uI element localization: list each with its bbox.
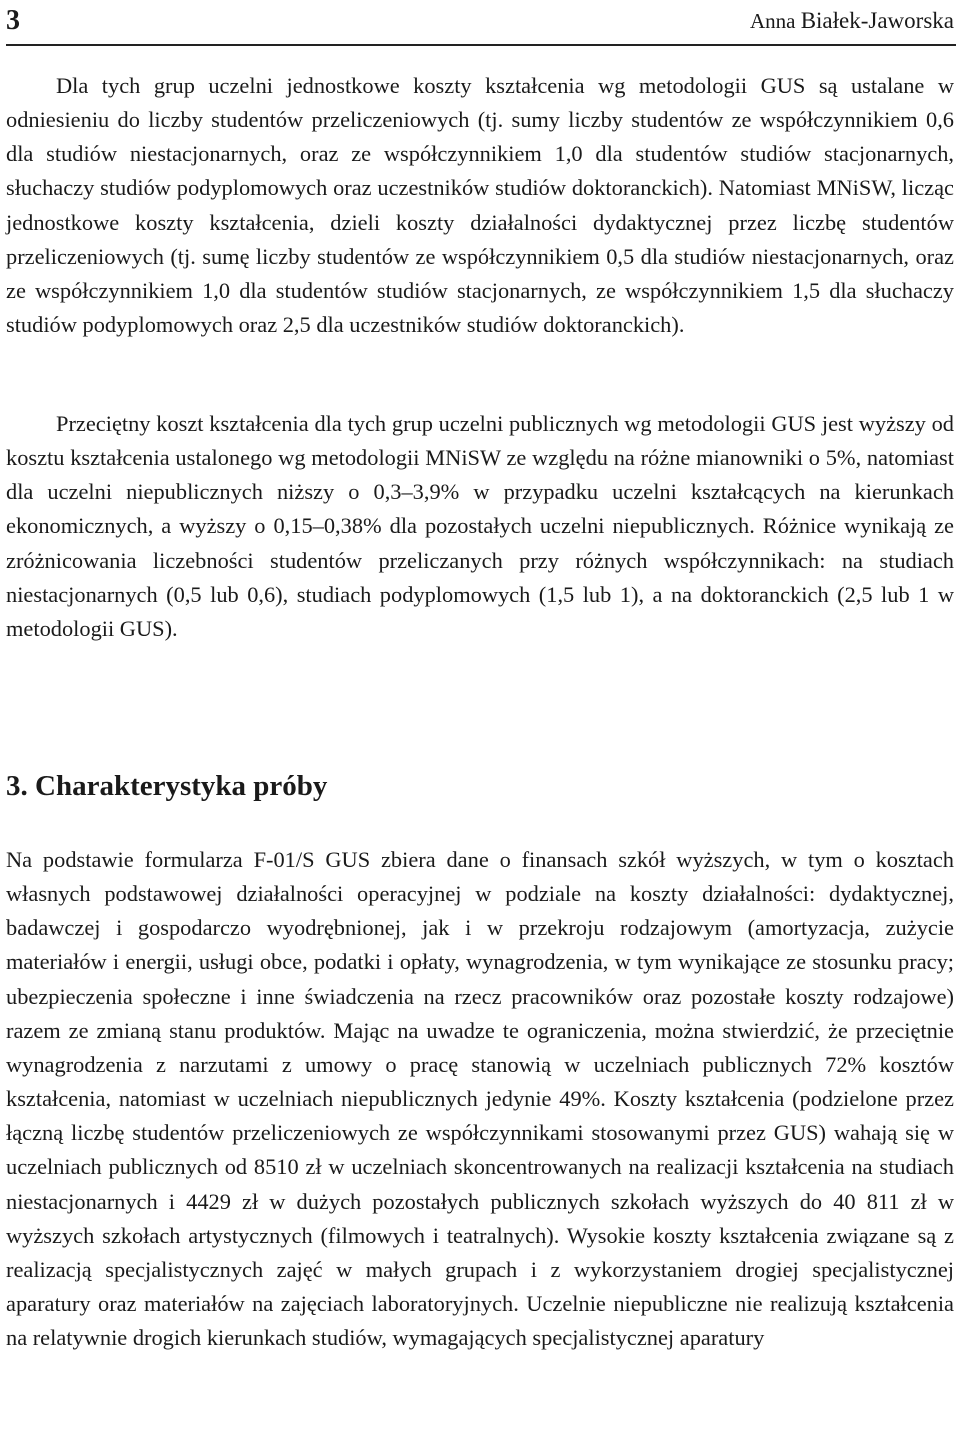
author-last-name: Białek-Jaworska bbox=[800, 8, 954, 33]
body-paragraph-1: Dla tych grup uczelni jednostkowe koszty kształcenia wg metodologii GUS są ustalane w odniesieniu do liczby studentów przeliczeniowych (tj. sumy liczby studentów ze współczynnikiem 0,6 dla studiów niestacjonarnych, oraz ze współczynnikiem 1,0 dla studentów studiów stacjonarnych, słuchaczy studiów podyplomowych oraz uczestników studiów doktoranckich). Natomiast MNiSW, licząc jednostkowe koszty kształcenia, dzieli koszty działalności dydaktycznej przez liczbę studentów przeliczeniowych (tj. sumę liczby studentów ze współczynnikiem 0,5 dla studiów niestacjonarnych, oraz ze współczynnikiem 1,0 dla studentów studiów stacjonarnych, ze współczynnikiem 1,5 dla słuchaczy studiów podyplomowych oraz 2,5 dla uczestników studiów doktoranckich). bbox=[6, 73, 954, 338]
body-paragraph-2: Przeciętny koszt kształcenia dla tych grup uczelni publicznych wg metodologii GUS jest wyższy od kosztu kształcenia ustalonego wg metodologii MNiSW ze względu na różne mianowniki o 5%, natomiast dla uczelni niepublicznych niższy o 0,3–3,9% w przypadku uczelni kształcących na kierunkach ekonomicznych, a wyższy o 0,15–0,38% dla pozostałych uczelni niepublicznych. Różnice wynikają ze zróżnicowania liczebności studentów przeliczanych przy różnych współczynnikach: na studiach niestacjonarnych (0,5 lub 0,6), studiach podyplomowych (1,5 lub 1), a na doktoranckich (2,5 lub 1 w metodologii GUS). bbox=[6, 411, 954, 641]
page-number: 3 bbox=[6, 5, 20, 36]
author-first-name: Anna bbox=[749, 9, 796, 33]
running-head-author bbox=[750, 6, 954, 36]
section-heading: 3. Charakterystyka próby bbox=[6, 770, 328, 802]
header-rule bbox=[6, 44, 956, 46]
page-header bbox=[0, 0, 960, 46]
section-paragraph: Na podstawie formularza F-01/S GUS zbiera dane o finansach szkół wyższych, w tym o kosztach własnych podstawowej działalności operacyjnej w podziale na koszty działalności: dydaktycznej, badawczej i gospodarczo wyodrębnionej, jak i w przekroju rodzajowym (amortyzacja, zużycie materiałów i energii, usługi obce, podatki i opłaty, wynagrodzenia, w tym wynikające ze stosunku pracy; ubezpieczenia społeczne i inne świadczenia na rzecz pracowników oraz pozostałe koszty rodzajowe) razem ze zmianą stanu produktów. Mając na uwadze te ograniczenia, można stwierdzić, że przeciętnie wynagrodzenia z narzutami z umowy o pracę stanowią w uczelniach publicznych 72% kosztów kształcenia, natomiast w uczelniach niepublicznych jedynie 49%. Koszty kształcenia (podzielone przez łączną liczbę studentów przeliczeniowych ze współczynnikami stosowanymi przez GUS) wahają się w uczelniach publicznych od 8510 zł w uczelniach skoncentrowanych na realizacji kształcenia na studiach niestacjonarnych i 4429 zł w dużych pozostałych publicznych szkołach wyższych do 40 811 zł w wyższych szkołach artystycznych (filmowych i teatralnych). Wysokie koszty kształcenia związane są z realizacją specjalistycznych zajęć w małych grupach i z wykorzystaniem drogiej specjalistycznej aparatury oraz materiałów na zajęciach laboratoryjnych. Uczelnie niepubliczne nie realizują kształcenia na relatywnie drogich kierunkach studiów, wymagających specjalistycznej aparatury bbox=[6, 847, 954, 1351]
